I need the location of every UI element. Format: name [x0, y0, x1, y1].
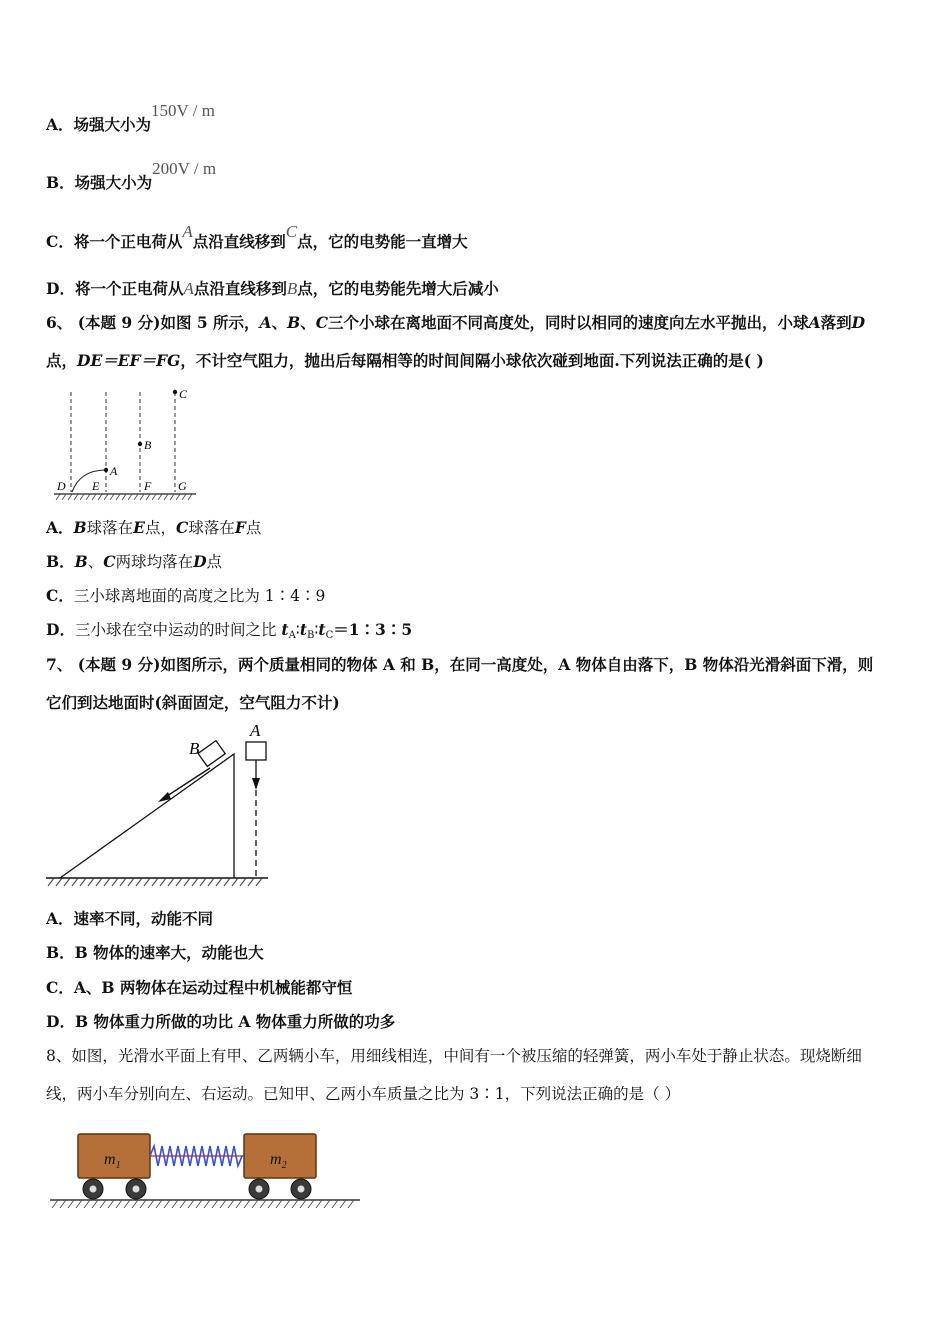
q5-option-b: [46, 159, 217, 194]
option-text: ＝1∶3∶5: [333, 620, 413, 639]
ratio-colon: ∶: [314, 621, 319, 639]
stem-text: ，不计空气阻力，抛出后每隔相等的时间间隔小球依次碰到地面.下列说法正确的是( ): [180, 351, 764, 370]
option-label: D．: [46, 1012, 75, 1031]
option-label: D．: [46, 620, 75, 639]
stem-text: 如图 5 所示，: [160, 313, 260, 332]
option-text: 点沿直线移到: [192, 232, 286, 251]
option-text: 场强大小为: [74, 173, 153, 192]
stem-text: 如图所示，两个质量相同的物体 A 和 B，在同一高度处，A 物体自由落下，B 物体沿光滑斜面下滑，则: [160, 655, 874, 674]
time-symbol: t: [318, 620, 326, 639]
option-text: A、B 两物体在运动过程中机械能都守恒: [73, 978, 353, 997]
q7-option-a: [46, 908, 213, 930]
q6-option-a: [46, 517, 261, 539]
option-text: 场强大小为: [73, 115, 152, 134]
option-label: C．: [46, 586, 74, 605]
math-expression: 150V / m: [151, 101, 215, 120]
stem-symbol: D: [851, 313, 866, 332]
stem-text: 8、如图，光滑水平面上有甲、乙两辆小车，用细线相连，中间有一个被压缩的轻弹簧，两小车处于静止状态。现烧断细: [46, 1047, 862, 1065]
option-text: 将一个正电荷从: [74, 279, 184, 298]
subscript: A: [288, 630, 296, 641]
figure-label-g: G: [178, 479, 187, 493]
option-label: C．: [46, 232, 74, 251]
q5-option-a: [46, 101, 215, 136]
option-symbol: B: [74, 552, 88, 571]
q6-option-d: [46, 619, 412, 647]
time-symbol: t: [281, 620, 289, 639]
question-number: 7、: [46, 655, 73, 674]
subscript: C: [325, 630, 334, 641]
cart-m1-label: $m_1$: [104, 1151, 121, 1171]
q8-stem-line1: [46, 1045, 862, 1067]
option-symbol: D: [193, 552, 207, 571]
option-symbol: F: [234, 518, 246, 537]
option-text: 三小球离地面的高度之比为 1∶4∶9: [73, 587, 326, 605]
stem-equation: DE＝EF＝FG: [77, 351, 181, 370]
option-text: B 物体重力所做的功比 A 物体重力所做的功多: [74, 1012, 396, 1031]
stem-text: 三个小球在离地面不同高度处，同时以相同的速度向左水平抛出，小球: [328, 313, 809, 332]
option-label: A．: [46, 909, 74, 928]
time-symbol: t: [299, 620, 308, 639]
option-label: B．: [46, 552, 75, 571]
option-symbol: B: [73, 518, 87, 537]
option-text: 球落在: [188, 519, 235, 537]
option-text: 球落在: [86, 519, 134, 537]
figure-label-a: A: [110, 464, 118, 478]
option-text: B 物体的速率大，动能也大: [74, 943, 264, 962]
stem-symbol: B: [287, 313, 301, 332]
option-label: D．: [46, 279, 75, 298]
option-symbol: C: [103, 552, 116, 571]
option-text: 点: [206, 553, 223, 571]
option-text: 三小球在空中运动的时间之比: [74, 621, 282, 639]
option-label: C．: [46, 978, 74, 997]
option-text: 点，它的电势能先增大后减小: [297, 279, 499, 298]
cart-m2-label: $m_2$: [270, 1151, 287, 1171]
option-text: 点，它的电势能一直增大: [297, 232, 468, 251]
option-text: 点沿直线移到: [193, 279, 287, 298]
figure-label-a: A: [250, 721, 261, 740]
figure-label-b: B: [144, 438, 152, 452]
q6-stem-line1: [46, 312, 865, 334]
math-symbol: C: [285, 222, 298, 241]
stem-symbol: C: [315, 313, 329, 332]
figure-label-d: D: [57, 479, 66, 493]
ratio-colon: ∶: [295, 621, 300, 639]
stem-text: 点，: [46, 351, 78, 370]
q6-option-c: [46, 585, 325, 607]
option-text: 、: [87, 553, 104, 571]
q7-option-c: [46, 977, 352, 999]
stem-text: 它们到达地面时(斜面固定，空气阻力不计): [46, 693, 340, 712]
figure-label-f: F: [144, 479, 152, 493]
q5-option-c: [46, 222, 468, 253]
q7-stem-line2: [46, 692, 340, 714]
figure-label-e: E: [92, 479, 100, 493]
math-symbol: A: [183, 279, 194, 298]
q6-figure: [50, 382, 210, 504]
option-text: 点: [245, 519, 262, 537]
q7-option-b: [46, 942, 264, 964]
option-symbol: C: [176, 518, 189, 537]
q5-option-d: [46, 278, 499, 300]
option-label: B．: [46, 173, 75, 192]
question-score: (本题 9 分): [77, 313, 161, 332]
q6-option-b: [46, 551, 222, 573]
block-a: [246, 742, 266, 760]
q8-stem-line2: [46, 1083, 680, 1105]
stem-text: 落到: [820, 313, 852, 332]
option-label: A．: [46, 115, 74, 134]
option-text: 速率不同，动能不同: [73, 909, 214, 928]
q7-stem-line1: [46, 654, 873, 676]
q6-stem-line2: [46, 350, 764, 372]
figure-label-c: C: [179, 387, 188, 401]
option-label: A．: [46, 518, 74, 537]
q7-figure: [44, 718, 274, 890]
stem-text: 、: [271, 313, 288, 332]
option-text: 两球均落在: [115, 553, 194, 571]
question-number: 6、: [46, 313, 73, 332]
math-symbol: B: [286, 279, 298, 298]
stem-text: 线，两小车分别向左、右运动。已知甲、乙两小车质量之比为 3∶1，下列说法正确的是（ ）: [46, 1085, 681, 1103]
option-label: B．: [46, 943, 75, 962]
math-expression: 200V / m: [152, 159, 217, 178]
math-symbol: A: [182, 222, 193, 241]
option-text: 将一个正电荷从: [73, 232, 183, 251]
stem-symbol: A: [808, 313, 821, 332]
q7-option-d: [46, 1011, 395, 1033]
question-score: (本题 9 分): [77, 655, 161, 674]
stem-symbol: A: [259, 313, 272, 332]
q8-figure: [48, 1128, 364, 1214]
option-text: 点，: [144, 519, 176, 537]
stem-text: 、: [300, 313, 316, 332]
subscript: B: [307, 630, 315, 641]
figure-label-b: B: [189, 739, 200, 758]
option-symbol: E: [133, 518, 145, 537]
